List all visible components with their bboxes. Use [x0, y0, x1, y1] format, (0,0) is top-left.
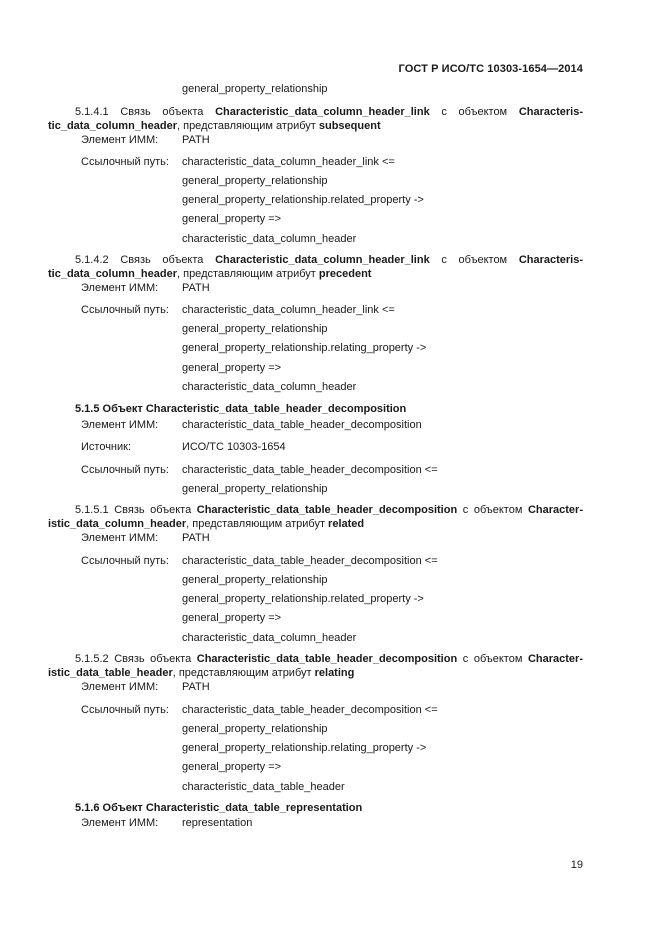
clause-number: 5.1.5.2 Связь объекта [75, 653, 197, 665]
imm-value: characteristic_data_table_header_decomposition [182, 419, 422, 431]
clause-number: 5.1.5.1 Связь объекта [75, 504, 197, 516]
entity-name: istic_data_table_header [48, 667, 173, 679]
path-line: general_property_relationship.related_property -> [182, 194, 424, 206]
entity-name: Character- [527, 504, 583, 516]
entity-name: Characteristic_data_column_header_link [215, 254, 430, 266]
imm-label: Элемент ИММ: [81, 282, 159, 294]
clause-text: с объектом [429, 106, 519, 118]
imm-label: Элемент ИММ: [81, 532, 159, 544]
page-number: 19 [570, 859, 583, 871]
entity-name: Character- [527, 653, 583, 665]
source-label: Источник: [81, 441, 132, 453]
clause-text: , представляющим атрибут [177, 268, 319, 280]
clause-text: с объектом [429, 254, 519, 266]
attribute-name: relating [314, 667, 355, 679]
path-line: general_property_relationship [182, 175, 328, 187]
imm-label: Элемент ИММ: [81, 817, 159, 829]
clause-text: с объектом [457, 653, 528, 665]
entity-name: istic_data_column_header [48, 518, 187, 530]
clause-text: , представляющим атрибут [186, 518, 329, 530]
entity-name: Characteris- [518, 254, 584, 266]
path-line: characteristic_data_table_header [182, 781, 345, 793]
entity-name: Characteristic_data_column_header_link [215, 106, 430, 118]
path-line: general_property_relationship.relating_property -> [182, 742, 427, 754]
path-line: general_property => [182, 362, 282, 374]
attribute-name: precedent [318, 268, 372, 280]
path-line: general_property_relationship [182, 723, 328, 735]
clause-5-1-4-1 [48, 105, 583, 133]
path-line: characteristic_data_column_header_link <= [182, 304, 395, 316]
path-line: general_property_relationship [182, 483, 328, 495]
clause-text: , представляющим атрибут [172, 667, 315, 679]
source-value: ИСО/ТС 10303-1654 [182, 441, 286, 453]
entity-name: Characteristic_data_table_header_decomposition [196, 504, 458, 516]
entity-name: Characteristic_data_table_header_decomposition [196, 653, 458, 665]
clause-5-1-4-2 [48, 253, 583, 281]
path-line: general_property_relationship.related_property -> [182, 593, 424, 605]
path-line: general_property_relationship [182, 574, 328, 586]
imm-label: Элемент ИММ: [81, 681, 159, 693]
ref-path-label: Ссылочный путь: [81, 704, 169, 716]
path-line: characteristic_data_column_header [182, 381, 357, 393]
path-line: characteristic_data_column_header [182, 233, 357, 245]
entity-name: tic_data_column_header [48, 120, 177, 132]
clause-text: , представляющим атрибут [177, 120, 319, 132]
attribute-name: subsequent [318, 120, 381, 132]
path-line: general_property => [182, 213, 282, 225]
entity-name: tic_data_column_header [48, 268, 177, 280]
clause-5-1-5-2 [48, 652, 583, 680]
imm-value: PATH [182, 532, 210, 544]
ref-path-label: Ссылочный путь: [81, 464, 169, 476]
path-line: characteristic_data_table_header_decomposition <= [182, 555, 438, 567]
clause-number: 5.1.4.2 Связь объекта [75, 254, 216, 266]
imm-value: representation [182, 817, 253, 829]
ref-path-label: Ссылочный путь: [81, 304, 169, 316]
path-line: characteristic_data_column_header [182, 632, 357, 644]
path-line: characteristic_data_table_header_decomposition <= [182, 704, 438, 716]
imm-value: PATH [182, 681, 210, 693]
path-line: characteristic_data_column_header_link <= [182, 156, 395, 168]
path-line: characteristic_data_table_header_decomposition <= [182, 464, 438, 476]
path-line: general_property => [182, 761, 282, 773]
imm-value: PATH [182, 282, 210, 294]
imm-label: Элемент ИММ: [81, 419, 159, 431]
imm-value: PATH [182, 134, 210, 146]
section-5-1-6-title: 5.1.6 Объект Characteristic_data_table_representation [75, 802, 363, 814]
attribute-name: related [328, 518, 365, 530]
path-line: general_property => [182, 612, 282, 624]
document-code-header: ГОСТ Р ИСО/ТС 10303-1654—2014 [398, 63, 583, 75]
ref-path-label: Ссылочный путь: [81, 156, 169, 168]
clause-text: с объектом [457, 504, 528, 516]
imm-label: Элемент ИММ: [81, 134, 159, 146]
path-line: general_property_relationship.relating_property -> [182, 342, 427, 354]
ref-path-label: Ссылочный путь: [81, 555, 169, 567]
section-5-1-5-title: 5.1.5 Объект Characteristic_data_table_header_decomposition [75, 403, 407, 415]
clause-number: 5.1.4.1 Связь объекта [75, 106, 216, 118]
path-line: general_property_relationship [182, 323, 328, 335]
path-line: general_property_relationship [182, 83, 328, 95]
entity-name: Characteris- [518, 106, 584, 118]
clause-5-1-5-1 [48, 503, 583, 531]
